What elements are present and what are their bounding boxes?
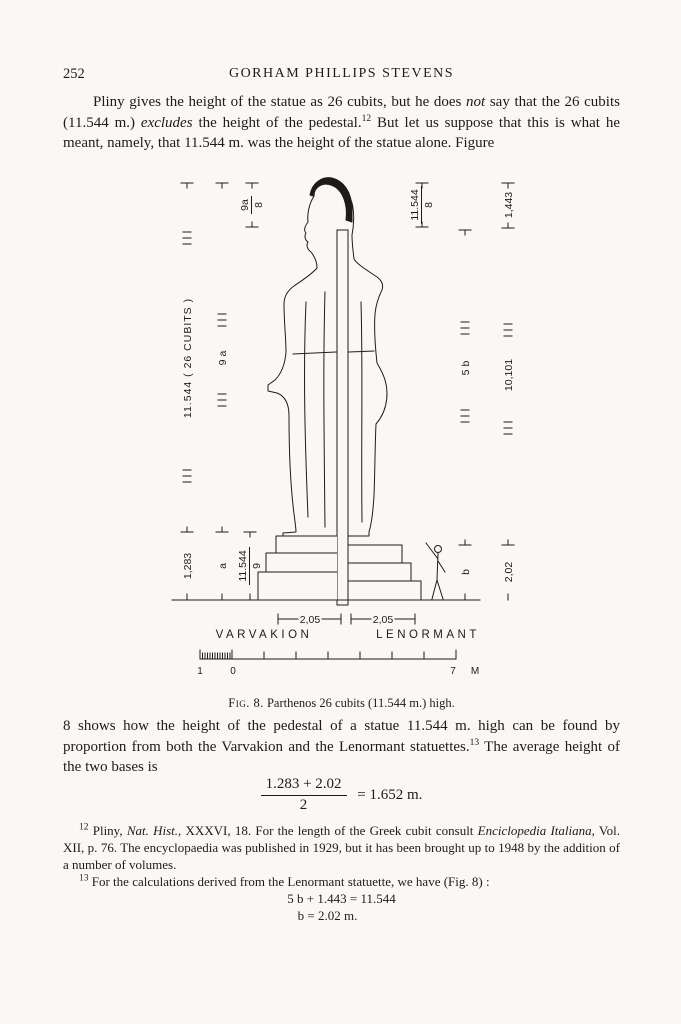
- body-text: 8 shows how the height of the pedestal of a statue 11.544 m. high can be found by proportion from both the Varvakion and the Lenormant statuettes.: [63, 718, 620, 755]
- body-text: But let us suppose that this is what he meant, namely, that 11.544 m. was the height of the statue alone. Figure: [63, 114, 620, 151]
- average-base-height-formula: [63, 776, 620, 814]
- paragraph-1: [63, 92, 620, 154]
- running-head: GORHAM PHILLIPS STEVENS: [228, 66, 455, 81]
- scale-label-1: 1: [197, 666, 203, 677]
- label-width-left: 2,05: [299, 614, 321, 626]
- page-number: 252: [63, 66, 85, 82]
- footnote-text: For the calculations derived from the Lenormant statuette, we have (Fig. 8) :: [88, 874, 490, 889]
- figure-caption: [63, 696, 620, 711]
- label-202: 2,02: [503, 561, 515, 583]
- body-text: the height of the pedestal.: [192, 114, 362, 131]
- italic-text: not: [466, 94, 486, 110]
- footnote-13-number: 13: [79, 873, 89, 884]
- fraction-11544-over-8: [409, 186, 435, 224]
- human-figure-head: [435, 546, 442, 553]
- fraction-denominator: 8: [423, 202, 435, 208]
- footnote-reference-12: 12: [361, 113, 372, 124]
- fraction-9a-over-8: [239, 196, 265, 214]
- scale-label-7: 7: [450, 666, 456, 677]
- italic-text: Nat. Hist.: [126, 823, 179, 838]
- italic-text: excludes: [140, 114, 193, 131]
- label-varvakion: VARVAKION: [215, 629, 313, 641]
- formula-denominator: 2: [299, 797, 308, 813]
- footnote-12: [63, 822, 620, 873]
- fraction-denominator: 8: [253, 202, 265, 208]
- figure-8-drawing: [160, 172, 555, 697]
- figure-caption-text: Parthenos 26 cubits (11.544 m.) high.: [263, 696, 455, 710]
- fraction-numerator: 11.544: [237, 550, 249, 582]
- paragraph-2: [63, 716, 620, 778]
- figure-caption-label: Fig. 8.: [228, 696, 264, 710]
- label-b: b: [460, 569, 472, 575]
- label-5b: 5 b: [460, 360, 472, 376]
- scale-label-0: 0: [230, 666, 236, 677]
- footnote-text: , Vol. XII, p. 76. The encyclopaedia was published in 1929, but it has been brought up to 1948 by the addition of a number of volumes.: [63, 823, 620, 872]
- footnote-reference-13: 13: [469, 737, 480, 748]
- footnotes-section: [63, 822, 620, 924]
- label-width-right: 2,05: [372, 614, 394, 626]
- footnote-12-number: 12: [79, 822, 89, 833]
- italic-text: Enciclopedia Italiana: [477, 823, 592, 838]
- label-total-height: 11.544 ( 26 CUBITS ): [182, 297, 194, 419]
- measuring-rod: [337, 230, 348, 605]
- formula-numerator: 1.283 + 2.02: [261, 776, 347, 796]
- label-1443: 1,443: [503, 191, 515, 219]
- footnote-13-equation-1: 5 b + 1.443 = 11.544: [287, 891, 396, 906]
- label-lenormant: LENORMANT: [376, 629, 480, 641]
- body-text: Pliny gives the height of the statue as 26 cubits, but he does: [93, 94, 467, 110]
- footnote-13-equation-2: b = 2.02 m.: [297, 908, 358, 923]
- statue-silhouette: [268, 183, 387, 536]
- scale-bar-ticks: [200, 650, 456, 659]
- fraction-numerator: 9a: [239, 199, 251, 211]
- label-a: a: [217, 563, 229, 569]
- body-text: The average height of the two bases is: [63, 738, 620, 775]
- label-10101: 10,101: [503, 358, 515, 392]
- scale-bar-hatching: [200, 653, 230, 659]
- scale-label-m: M: [470, 666, 480, 677]
- footnote-13: [63, 873, 620, 890]
- footnote-text: Pliny,: [88, 823, 127, 838]
- width-dimension-lines: [278, 614, 415, 624]
- fraction-denominator: 9: [251, 563, 263, 569]
- label-nine-a: 9 a: [217, 350, 229, 366]
- lenormant-pedestal: [349, 545, 421, 600]
- human-figure: [426, 543, 445, 599]
- varvakion-pedestal: [258, 536, 337, 600]
- label-1283: 1,283: [182, 552, 194, 580]
- footnote-text: , XXXVI, 18. For the length of the Greek cubit consult: [178, 823, 478, 838]
- formula-result: = 1.652 m.: [357, 786, 423, 803]
- body-text: say that the 26 cubits (11.544 m.): [63, 94, 620, 131]
- fraction-numerator: 11.544: [409, 189, 421, 221]
- formula-fraction: [261, 776, 347, 814]
- page-header: [63, 66, 620, 82]
